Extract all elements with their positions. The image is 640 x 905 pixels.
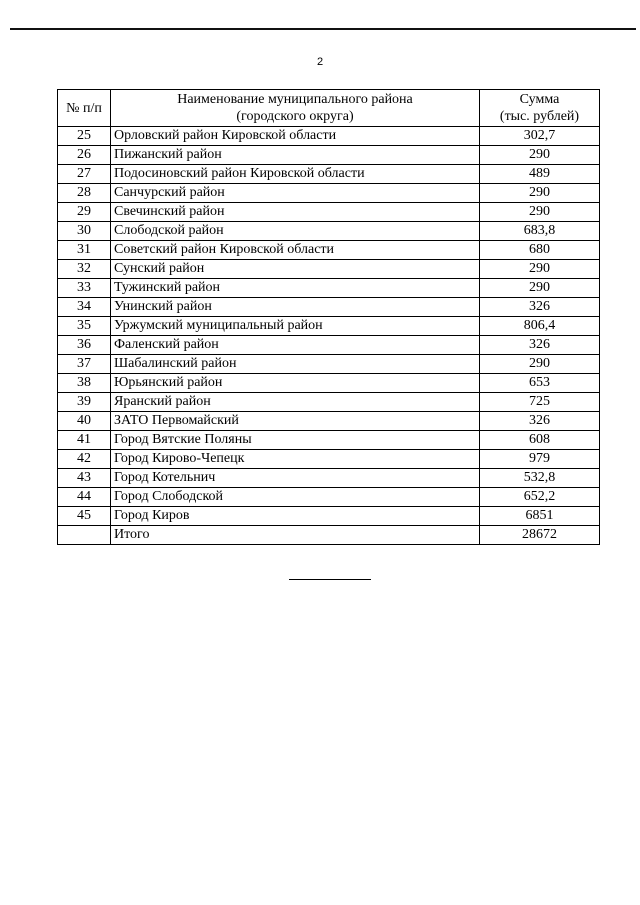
row-name: Юрьянский район (111, 374, 480, 393)
row-sum: 290 (480, 260, 600, 279)
table-row (58, 260, 600, 279)
header-sum-line1: Сумма (519, 92, 560, 107)
table-row (58, 146, 600, 165)
row-number (58, 526, 111, 545)
row-sum: 28672 (480, 526, 600, 545)
row-name: Сунский район (111, 260, 480, 279)
row-sum: 653 (480, 374, 600, 393)
row-name: Санчурский район (111, 184, 480, 203)
row-sum: 290 (480, 355, 600, 374)
row-number: 42 (58, 450, 111, 469)
row-name: Город Кирово-Чепецк (111, 450, 480, 469)
total-row (58, 526, 600, 545)
row-number: 31 (58, 241, 111, 260)
table-row (58, 184, 600, 203)
row-name: Уржумский муниципальный район (111, 317, 480, 336)
row-sum: 6851 (480, 507, 600, 526)
header-sum-line2: (тыс. рублей) (499, 109, 580, 124)
header-rule (10, 28, 636, 30)
header-name (111, 90, 480, 127)
header-name-line2: (городского округа) (236, 109, 354, 124)
row-sum: 290 (480, 203, 600, 222)
row-number: 30 (58, 222, 111, 241)
row-name: Тужинский район (111, 279, 480, 298)
table-row (58, 317, 600, 336)
row-sum: 979 (480, 450, 600, 469)
row-sum: 302,7 (480, 127, 600, 146)
row-sum: 290 (480, 146, 600, 165)
row-number: 43 (58, 469, 111, 488)
row-sum: 290 (480, 184, 600, 203)
row-number: 35 (58, 317, 111, 336)
table-row (58, 355, 600, 374)
row-name: Фаленский район (111, 336, 480, 355)
table-row (58, 241, 600, 260)
row-number: 38 (58, 374, 111, 393)
row-number: 28 (58, 184, 111, 203)
row-name: Город Вятские Поляны (111, 431, 480, 450)
row-name: Пижанский район (111, 146, 480, 165)
row-sum: 680 (480, 241, 600, 260)
closing-rule (289, 579, 371, 580)
row-sum: 725 (480, 393, 600, 412)
header-num: № п/п (58, 90, 111, 127)
row-sum: 532,8 (480, 469, 600, 488)
row-name: Шабалинский район (111, 355, 480, 374)
row-sum: 290 (480, 279, 600, 298)
row-number: 39 (58, 393, 111, 412)
table-row (58, 279, 600, 298)
row-number: 27 (58, 165, 111, 184)
row-number: 36 (58, 336, 111, 355)
row-name: Слободской район (111, 222, 480, 241)
row-sum: 326 (480, 298, 600, 317)
row-sum: 652,2 (480, 488, 600, 507)
table-row (58, 469, 600, 488)
table-row (58, 165, 600, 184)
allocation-table (57, 89, 600, 545)
row-number: 33 (58, 279, 111, 298)
table-row (58, 298, 600, 317)
row-name: Советский район Кировской области (111, 241, 480, 260)
row-number: 37 (58, 355, 111, 374)
table-row (58, 393, 600, 412)
row-sum: 608 (480, 431, 600, 450)
row-sum: 806,4 (480, 317, 600, 336)
row-name: Город Котельнич (111, 469, 480, 488)
table-row (58, 412, 600, 431)
row-number: 40 (58, 412, 111, 431)
table-row (58, 450, 600, 469)
row-name: Подосиновский район Кировской области (111, 165, 480, 184)
row-number: 41 (58, 431, 111, 450)
row-sum: 326 (480, 336, 600, 355)
row-sum: 683,8 (480, 222, 600, 241)
row-number: 44 (58, 488, 111, 507)
header-name-line1: Наименование муниципального района (177, 92, 413, 107)
table-row (58, 127, 600, 146)
row-name: ЗАТО Первомайский (111, 412, 480, 431)
row-number: 29 (58, 203, 111, 222)
row-name: Город Слободской (111, 488, 480, 507)
row-number: 45 (58, 507, 111, 526)
table-row (58, 336, 600, 355)
row-name: Свечинский район (111, 203, 480, 222)
row-name: Город Киров (111, 507, 480, 526)
table-row (58, 374, 600, 393)
row-name: Яранский район (111, 393, 480, 412)
header-sum (480, 90, 600, 127)
table-row (58, 431, 600, 450)
table-row (58, 507, 600, 526)
row-sum: 489 (480, 165, 600, 184)
row-name: Унинский район (111, 298, 480, 317)
table-header-row (58, 90, 600, 127)
row-number: 32 (58, 260, 111, 279)
row-sum: 326 (480, 412, 600, 431)
table-row (58, 488, 600, 507)
table-row (58, 222, 600, 241)
row-number: 25 (58, 127, 111, 146)
row-name: Итого (111, 526, 480, 545)
table-row (58, 203, 600, 222)
page-number: 2 (316, 56, 324, 68)
row-number: 34 (58, 298, 111, 317)
row-name: Орловский район Кировской области (111, 127, 480, 146)
row-number: 26 (58, 146, 111, 165)
